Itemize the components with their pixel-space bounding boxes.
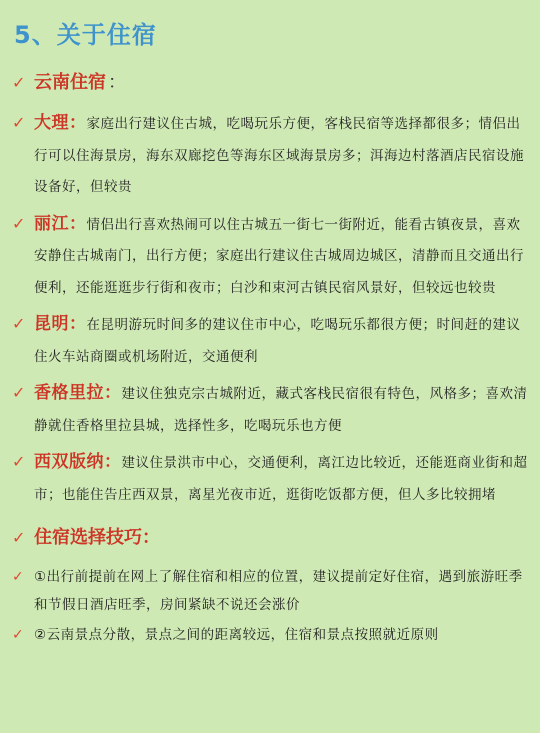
check-icon: ✓ [12, 383, 26, 402]
entry-xishuangbanna [12, 447, 528, 511]
entry-text: 建议住景洪市中心，交通便利，离江边比较近，还能逛商业街和超市；也能住告庄西双景，离星光夜市近，逛街吃饭都方便，但人多比较拥堵 [34, 455, 528, 503]
place-name: 大理： [34, 113, 87, 133]
tip-item [12, 621, 528, 649]
tips-header-label: 住宿选择技巧： [34, 527, 160, 548]
entry-body [34, 108, 528, 204]
place-name: 香格里拉： [34, 383, 122, 403]
entry-body [34, 447, 528, 511]
check-icon: ✓ [12, 452, 26, 471]
check-icon: ✓ [12, 528, 26, 547]
tip-text: ①出行前提前在网上了解住宿和相应的位置，建议提前定好住宿，遇到旅游旺季和节假日酒店旺季，房间紧缺不说还会涨价 [34, 569, 523, 613]
place-name: 昆明： [34, 314, 87, 334]
check-icon: ✓ [12, 627, 25, 643]
entry-shangri-la [12, 378, 528, 442]
entry-body [34, 209, 528, 305]
tip-text: ②云南景点分散，景点之间的距离较远，住宿和景点按照就近原则 [34, 627, 439, 643]
entry-body [34, 309, 528, 373]
place-name: 西双版纳： [34, 452, 122, 472]
page-title: 5、关于住宿 [14, 21, 157, 49]
place-name: 丽江： [34, 213, 87, 234]
check-icon: ✓ [12, 213, 26, 233]
tip-item [12, 563, 528, 619]
tips-header [12, 523, 528, 553]
entry-text: 在昆明游玩时间多的建议住市中心，吃喝玩乐都很方便；时间赶的建议住火车站商圈或机场附近，交通便利 [34, 317, 521, 365]
entry-lijiang [12, 209, 528, 305]
entry-text: 情侣出行喜欢热闹可以住古城五一街七一街附近，能看古镇夜景，喜欢安静住古城南门，出行方便；家庭出行建议住古城周边城区，清静而且交通出行便利，还能逛逛步行街和夜市；白沙和束河古镇民宿风景好，但较远也较贵 [34, 216, 524, 296]
yunnan-header-label: 云南住宿 [34, 72, 106, 93]
entry-text: 建议住独克宗古城附近，藏式客栈民宿很有特色，风格多；喜欢清静就住香格里拉县城，选择性多，吃喝玩乐也方便 [34, 386, 528, 434]
yunnan-header-colon: ： [108, 72, 126, 93]
entry-kunming [12, 309, 528, 373]
yunnan-section-header [12, 68, 528, 98]
entry-body [34, 378, 528, 442]
tips-section [12, 523, 528, 649]
entry-text: 家庭出行建议住古城，吃喝玩乐方便，客栈民宿等选择都很多；情侣出行可以住海景房，海东双廊挖色等海东区域海景房多；洱海边村落酒店民宿设施设备好，但较贵 [34, 116, 524, 195]
check-icon: ✓ [12, 314, 26, 333]
entry-dali [12, 108, 528, 204]
check-icon: ✓ [12, 73, 26, 92]
check-icon: ✓ [12, 569, 25, 585]
check-icon: ✓ [12, 113, 26, 132]
